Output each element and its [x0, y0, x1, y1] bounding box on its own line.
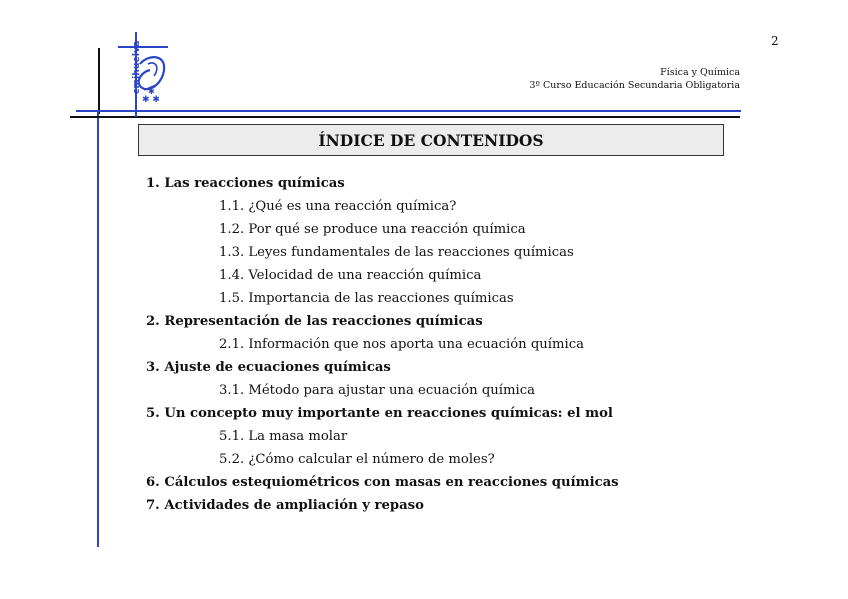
toc-section-item: 1. Las reacciones químicas — [146, 176, 345, 191]
toc-title: ÍNDICE DE CONTENIDOS — [138, 124, 724, 156]
toc-section-item: 2. Representación de las reacciones químicas — [146, 314, 483, 329]
margin-line-blue-vertical — [97, 110, 99, 547]
toc-subsection-item: 1.1. ¿Qué es una reacción química? — [219, 199, 457, 214]
toc-subsection-item: 5.2. ¿Cómo calcular el número de moles? — [219, 452, 495, 467]
toc-subsection-item: 5.1. La masa molar — [219, 429, 348, 444]
header-course: 3º Curso Educación Secundaria Obligatoria — [529, 80, 740, 91]
toc-subsection-item: 1.3. Leyes fundamentales de las reacciones químicas — [219, 245, 574, 260]
page-number: 2 — [771, 34, 779, 48]
toc-subsection-item: 1.2. Por qué se produce una reacción química — [219, 222, 526, 237]
toc-subsection-item: 3.1. Método para ajustar una ecuación química — [219, 383, 535, 398]
svg-text:✱ ✱: ✱ ✱ — [142, 95, 160, 105]
header-subject: Física y Química — [660, 67, 740, 78]
logo-text: cmihuelva — [132, 40, 142, 94]
toc-section-item: 6. Cálculos estequiométricos con masas en reacciones químicas — [146, 475, 619, 490]
header-rule-blue — [76, 110, 741, 112]
toc-section-item: 3. Ajuste de ecuaciones químicas — [146, 360, 391, 375]
toc-subsection-item: 1.5. Importancia de las reacciones químicas — [219, 291, 514, 306]
margin-line-black-vertical — [98, 48, 100, 114]
header-rule-black — [70, 116, 740, 118]
toc-subsection-item: 2.1. Información que nos aporta una ecuación química — [219, 337, 584, 352]
toc-section-item: 5. Un concepto muy importante en reacciones químicas: el mol — [146, 406, 613, 421]
document-header — [529, 66, 740, 92]
logo-emblem-icon — [118, 40, 178, 108]
toc-subsection-item: 1.4. Velocidad de una reacción química — [219, 268, 482, 283]
toc-section-item: 7. Actividades de ampliación y repaso — [146, 498, 424, 513]
table-of-contents — [146, 172, 766, 517]
svg-text:✱: ✱ — [148, 87, 155, 96]
